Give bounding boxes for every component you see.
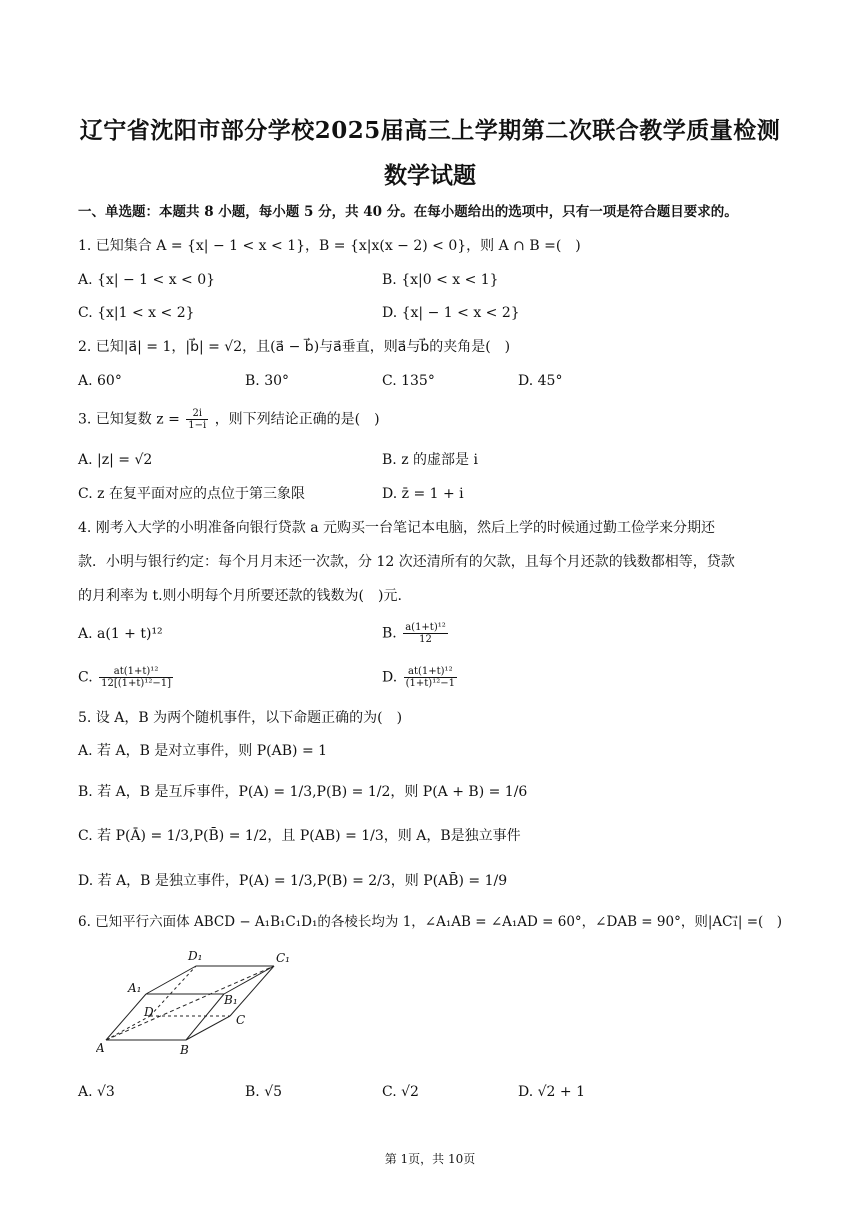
q4-b-den: 12 [419, 634, 432, 645]
q2-option-c: C. 135° [382, 373, 435, 389]
q4-stem-line2: 款．小明与银行约定：每个月月末还一次款，分 12 次还清所有的欠款，且每个月还款的钱数都相等，贷款 [78, 554, 735, 570]
label-a: A [96, 1041, 105, 1055]
q2-option-a: A. 60° [78, 373, 122, 389]
q4-option-b [382, 622, 450, 645]
label-c: C [236, 1013, 246, 1027]
q1-option-a: A. {x| − 1 < x < 0} [78, 272, 216, 288]
q3-option-d: D. z̄ = 1 + i [382, 486, 464, 502]
edge-ad [106, 1016, 150, 1040]
page-footer: 第 1页，共 10页 [384, 1152, 476, 1166]
q3-option-b: B. z 的虚部是 i [382, 452, 478, 468]
edge-cc1 [230, 966, 274, 1016]
q1-option-d: D. {x| − 1 < x < 2} [382, 305, 520, 321]
q4-d-den: (1+t)¹²−1 [405, 678, 455, 689]
q4-option-c [78, 666, 175, 689]
q6-option-a: A. √3 [78, 1084, 115, 1100]
q3-stem-pre: 3. 已知复数 z = [78, 411, 180, 428]
q6-option-c: C. √2 [382, 1084, 419, 1100]
section-heading: 一、单选题：本题共 8 小题，每小题 5 分，共 40 分。在每小题给出的选项中，只有一项是符合题目要求的。 [78, 204, 738, 220]
q4-stem-line3: 的月利率为 t.则小明每个月所要还款的钱数为( )元. [78, 588, 402, 604]
q4-b-num: a(1+t)¹² [405, 622, 446, 633]
q1-option-c: C. {x|1 < x < 2} [78, 305, 195, 321]
q5-option-b: B. 若 A，B 是互斥事件，P(A) = 1/3,P(B) = 1/2，则 P(A + B) = 1/6 [78, 784, 528, 800]
label-c1: C₁ [276, 951, 290, 965]
q4-option-d [382, 666, 459, 689]
label-d1: D₁ [188, 949, 203, 963]
q5-option-a: A. 若 A，B 是对立事件，则 P(AB) = 1 [78, 743, 328, 759]
q4-option-d-fraction [404, 666, 457, 689]
q3-fraction [186, 408, 208, 431]
q3-frac-den: 1−i [188, 420, 207, 431]
q4-c-den: 12[(1+t)¹²−1] [101, 678, 171, 689]
q3-option-c: C. z 在复平面对应的点位于第三象限 [78, 486, 305, 502]
edge-dd1 [150, 966, 196, 1016]
q2-option-d: D. 45° [518, 373, 563, 389]
q3-stem-post: ，则下列结论正确的是( ) [214, 411, 380, 428]
edge-bc [186, 1016, 230, 1040]
q4-option-a: A. a(1 + t)¹² [78, 626, 163, 642]
q3-option-a: A. |z| = √2 [78, 452, 153, 468]
q1-stem: 1. 已知集合 A = {x| − 1 < x < 1}，B = {x|x(x − 2) < 0}，则 A ∩ B =( ) [78, 238, 581, 254]
q4-stem-line1: 4. 刚考入大学的小明准备向银行贷款 a 元购买一台笔记本电脑，然后上学的时候通过勤工俭学来分期还 [78, 520, 716, 536]
page-title: 辽宁省沈阳市部分学校2025届高三上学期第二次联合教学质量检测 [79, 117, 781, 144]
q4-c-num: at(1+t)¹² [99, 666, 173, 678]
edge-bb1 [186, 994, 224, 1040]
q4-option-c-label: C. [78, 669, 93, 686]
q1-option-b: B. {x|0 < x < 1} [382, 272, 499, 288]
parallelepiped-figure [96, 946, 296, 1058]
q6-option-d: D. √2 + 1 [518, 1084, 585, 1100]
q4-option-b-label: B. [382, 625, 397, 642]
q2-stem: 2. 已知|a⃗| = 1，|b⃗| = √2，且(a⃗ − b⃗)与a⃗垂直，则a⃗与b⃗的夹角是( ) [78, 339, 511, 355]
label-b: B [180, 1043, 189, 1057]
q4-option-b-fraction [403, 622, 448, 645]
q4-option-d-label: D. [382, 669, 398, 686]
q5-option-c: C. 若 P(Ā) = 1/3,P(B̄) = 1/2，且 P(AB) = 1/3，则 A，B是独立事件 [78, 828, 521, 844]
edge-aa1 [106, 994, 146, 1040]
label-b1: B₁ [224, 993, 238, 1007]
edge-b1c1 [224, 966, 274, 994]
label-d: D [144, 1005, 154, 1019]
q4-d-num: at(1+t)¹² [404, 666, 457, 678]
label-a1: A₁ [128, 981, 142, 995]
q5-option-d: D. 若 A，B 是独立事件，P(A) = 1/3,P(B) = 2/3，则 P(AB̄) = 1/9 [78, 873, 508, 889]
q5-stem: 5. 设 A，B 为两个随机事件，以下命题正确的为( ) [78, 710, 403, 726]
page-subtitle: 数学试题 [384, 162, 476, 189]
q2-option-b: B. 30° [245, 373, 290, 389]
q4-option-c-fraction [99, 666, 173, 689]
edge-a1d1 [146, 966, 196, 994]
q3-stem [78, 408, 380, 431]
q3-frac-num: 2i [186, 408, 208, 420]
q6-option-b: B. √5 [245, 1084, 283, 1100]
q6-stem: 6. 已知平行六面体 ABCD − A₁B₁C₁D₁的各棱长均为 1，∠A₁AB = ∠A₁AD = 60°，∠DAB = 90°，则|AC₁⃗| =( ) [78, 914, 783, 930]
diagonal-ac1 [106, 966, 274, 1040]
